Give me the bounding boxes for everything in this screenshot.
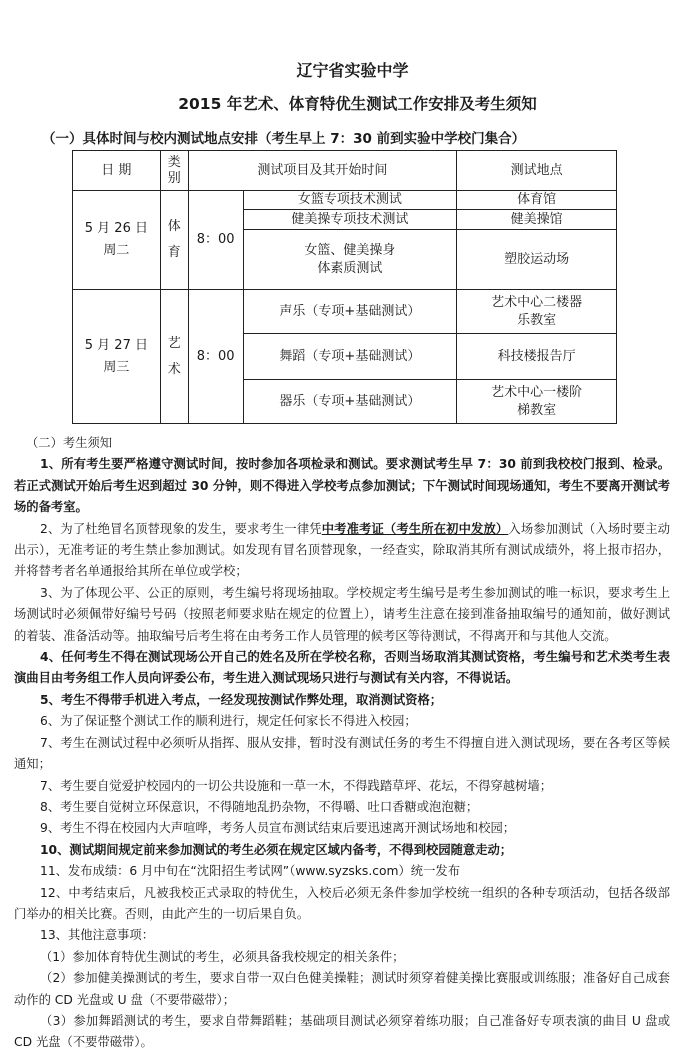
place-cell [457, 380, 617, 424]
notice-item-3: 3、为了体现公平、公正的原则，考生编号将现场抽取。学校规定考生编号是考生参加测试的唯一标识，要求考生上场测试时必须佩带好编号号码（按照老师要求贴在规定的位置上），请考生注意在接到准备抽取编号的通知前，做好测试的着装、准备活动等。抽取编号后考生将在由考务工作人员管理的候考区等待测试，不得离开和与其他人交流。 [14, 585, 670, 643]
category-text: 艺术 [167, 335, 181, 377]
weekday-text: 周二 [103, 243, 130, 258]
school-name: 辽宁省实验中学 [296, 61, 409, 80]
weekday-text: 周三 [103, 359, 130, 375]
header-category [160, 151, 188, 191]
place-text: 艺术中心二楼器乐教室 [491, 294, 583, 328]
notice-sub-3: （3）参加舞蹈测试的考生，要求自带舞蹈鞋；基础项目测试必须穿着练功服；自己准备好专项表演的曲目 U 盘或 CD 光盘（不要带磁带）。 [14, 1013, 670, 1050]
place-cell: 健美操馆 [457, 210, 617, 230]
notice-item-1: 1、所有考生要严格遵守测试时间，按时参加各项检录和测试。要求测试考生早 7：30 前到我校校门报到、检录。若正式测试开始后考生迟到超过 30 分钟，则不得进入学校考点参加测试；下午测试时间现场通知，考生不要离开测试考场的备考室。 [14, 457, 670, 515]
item-cell [243, 230, 457, 290]
date-cell [73, 191, 161, 290]
notice-item-12: 12、中考结束后，凡被我校正式录取的特优生，入校后必须无条件参加学校统一组织的各种专项活动，包括各级部门举办的相关比赛。否则，由此产生的一切后果自负。 [14, 885, 670, 921]
admission-ticket-phrase: 中考准考证（考生所在初中发放） [321, 521, 509, 536]
notice-sub-1: （1）参加体育特优生测试的考生，必须具备我校规定的相关条件； [40, 949, 405, 964]
place-text: 艺术中心一楼阶梯教室 [491, 384, 583, 418]
table-row [73, 290, 617, 334]
category-text: 体育 [167, 219, 181, 260]
item-cell: 舞蹈（专项+基础测试） [243, 334, 457, 380]
header-item: 测试项目及其开始时间 [188, 151, 456, 191]
place-cell [457, 290, 617, 334]
item-cell: 健美操专项技术测试 [243, 210, 457, 230]
table-header-row [73, 151, 617, 191]
place-cell: 塑胶运动场 [457, 230, 617, 290]
notice-item-2: 2、为了杜绝冒名顶替现象的发生，要求考生一律凭中考准考证（考生所在初中发放）入场参加测试（入场时要主动出示），无准考证的考生禁止参加测试。如发现有冒名顶替现象，一经查实，除取消其所有测试成绩外，将上报市招办，并将替考者名单通报给其所在单位或学校； [14, 521, 670, 579]
notice-item-13: 13、其他注意事项： [40, 928, 155, 943]
place-cell: 科技楼报告厅 [457, 334, 617, 380]
header-place: 测试地点 [457, 151, 617, 191]
notice-item-7b: 7、考生要自觉爱护校园内的一切公共设施和一草一木，不得践踏草坪、花坛，不得穿越树墙； [40, 778, 552, 793]
date-cell [73, 290, 161, 424]
item-cell: 声乐（专项+基础测试） [243, 290, 457, 334]
notice-item-11: 11、发布成绩：6 月中旬在“沈阳招生考试网”（www.syzsks.com）统一发布 [40, 864, 460, 879]
category-cell [160, 191, 188, 290]
table-row [73, 191, 617, 210]
item-cell: 女篮专项技术测试 [243, 191, 457, 210]
notice-body [14, 433, 670, 1054]
document-title: 2015 年艺术、体育特优生测试工作安排及考生须知 [178, 95, 537, 113]
notice-item-7: 7、考生在测试过程中必须听从指挥、服从安排，暂时没有测试任务的考生不得擅自进入测试现场，要在各考区等候通知； [14, 735, 670, 772]
time-cell: 8：00 [188, 290, 243, 424]
date-text: 5 月 26 日 [84, 221, 148, 236]
date-text: 5 月 27 日 [84, 337, 148, 353]
notice-item-6: 6、为了保证整个测试工作的顺利进行，规定任何家长不得进入校园； [40, 714, 417, 729]
section1-title: （一）具体时间与校内测试地点安排（考生早上 7：30 前到实验中学校门集合） [42, 131, 526, 147]
notice-item-8: 8、考生要自觉树立环保意识，不得随地乱扔杂物，不得嚼、吐口香糖或泡泡糖； [40, 799, 479, 814]
time-cell: 8：00 [188, 191, 243, 290]
place-cell: 体育馆 [457, 191, 617, 210]
notice-item-10: 10、测试期间规定前来参加测试的考生必须在规定区域内备考，不得到校园随意走动； [40, 842, 513, 857]
item-cell: 器乐（专项+基础测试） [243, 380, 457, 424]
notice-item-9: 9、考生不得在校园内大声喧哗，考务人员宣布测试结束后要迅速离开测试场地和校园； [40, 821, 516, 836]
category-cell [160, 290, 188, 424]
notice-sub-2: （2）参加健美操测试的考生，要求自带一双白色健美操鞋；测试时须穿着健美操比赛服或训练服；准备好自己成套动作的 CD 光盘或 U 盘（不要带磁带）； [14, 971, 670, 1007]
header-date: 日 期 [73, 151, 161, 191]
header-category-text: 类别 [167, 154, 181, 186]
notice-item-5: 5、考生不得带手机进入考点，一经发现按测试作弊处理，取消测试资格； [40, 692, 443, 707]
section2-title: （二）考生须知 [26, 436, 113, 450]
item-text: 女篮、健美操身体素质测试 [304, 242, 396, 276]
schedule-table [72, 150, 617, 424]
notice-item-4: 4、任何考生不得在测试现场公开自己的姓名及所在学校名称，否则当场取消其测试资格，考生编号和艺术类考生表演曲目由考务组工作人员向评委公布，考生进入测试现场只进行与测试有关内容，不得说话。 [14, 650, 670, 686]
